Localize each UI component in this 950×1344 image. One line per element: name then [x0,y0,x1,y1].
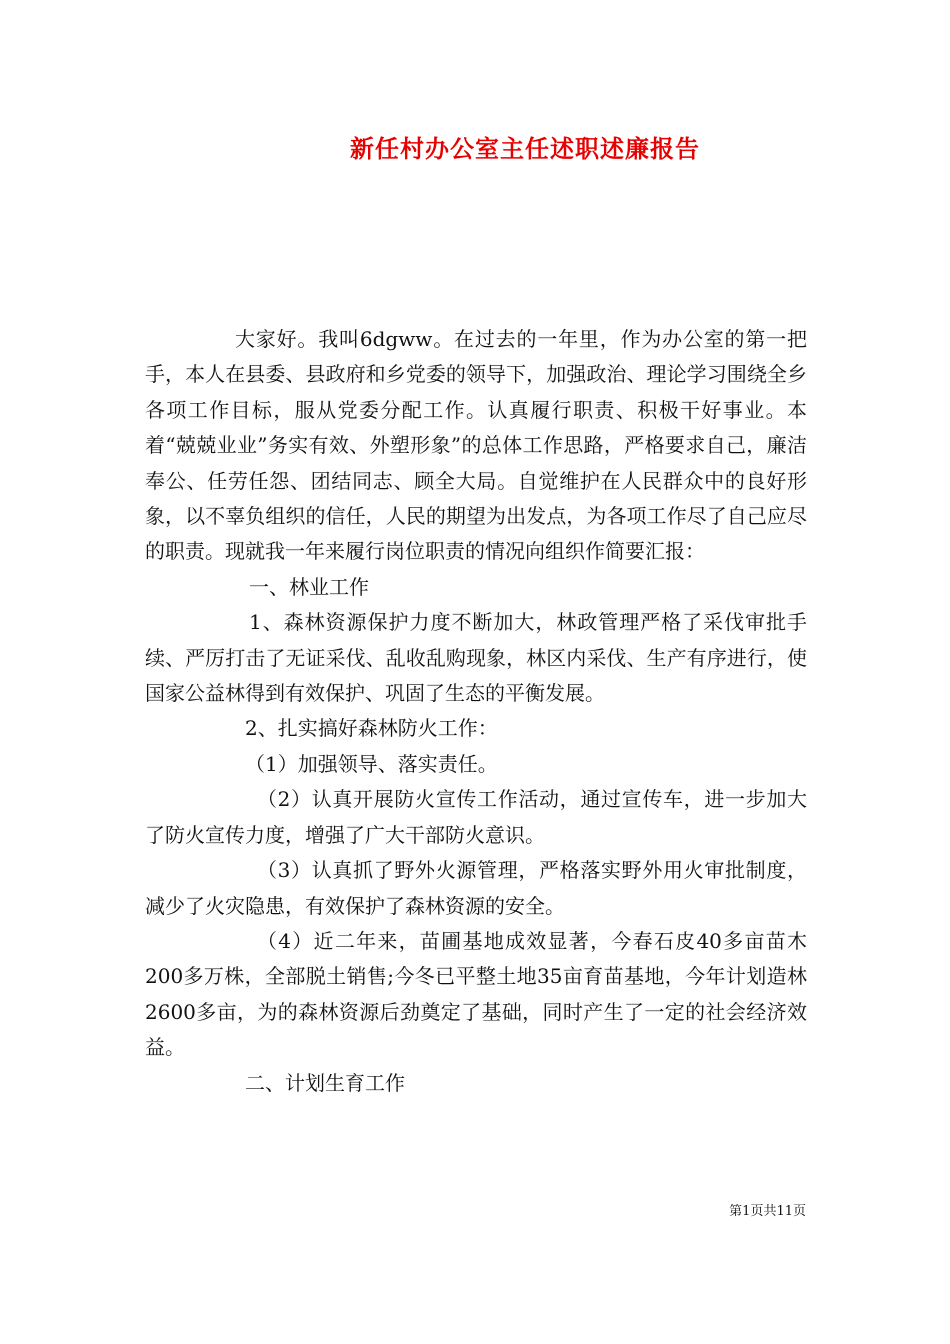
page-number: 第1页共11页 [729,1204,806,1219]
document-title: 新任村办公室主任述职述廉报告 [350,134,700,163]
paragraph-fire-item-4: （4）近二年来，苗圃基地成效显著，今春石皮40多亩苗木200多万株，全部脱土销售;今冬已平整土地35亩育苗基地，今年计划造林2600多亩，为的森林资源后劲奠定了基础，同时产生了一定的社会经济效益。 [145,928,807,1060]
document-body [145,322,807,1101]
section-heading-forestry: 一、林业工作 [249,574,369,599]
paragraph-intro: 大家好。我叫6dgww。在过去的一年里，作为办公室的第一把手，本人在县委、县政府和乡党委的领导下，加强政治、理论学习围绕全乡各项工作目标，服从党委分配工作。认真履行职责、积极干好事业。本着“兢兢业业”务实有效、外塑形象”的总体工作思路，严格要求自己，廉洁奉公、任劳任怨、团结同志、顾全大局。自觉维护在人民群众中的良好形象，以不辜负组织的信任，人民的期望为出发点，为各项工作尽了自己应尽的职责。现就我一年来履行岗位职责的情况向组织作简要汇报： [145,327,807,564]
paragraph-fire-item-3: （3）认真抓了野外火源管理，严格落实野外用火审批制度，减少了火灾隐患，有效保护了森林资源的安全。 [145,858,807,918]
section-heading-family-planning: 二、计划生育工作 [245,1070,405,1095]
paragraph-fire-prevention-heading: 2、扎实搞好森林防火工作： [245,716,498,741]
paragraph-fire-item-1: （1）加强领导、落实责任。 [245,751,498,776]
paragraph-fire-item-2: （2）认真开展防火宣传工作活动，通过宣传车，进一步加大了防火宣传力度，增强了广大干部防火意识。 [145,787,807,847]
paragraph-forest-protection: 1、森林资源保护力度不断加大，林政管理严格了采伐审批手续、严厉打击了无证采伐、乱收乱购现象，林区内采伐、生产有序进行，使国家公益林得到有效保护、巩固了生态的平衡发展。 [145,610,807,706]
